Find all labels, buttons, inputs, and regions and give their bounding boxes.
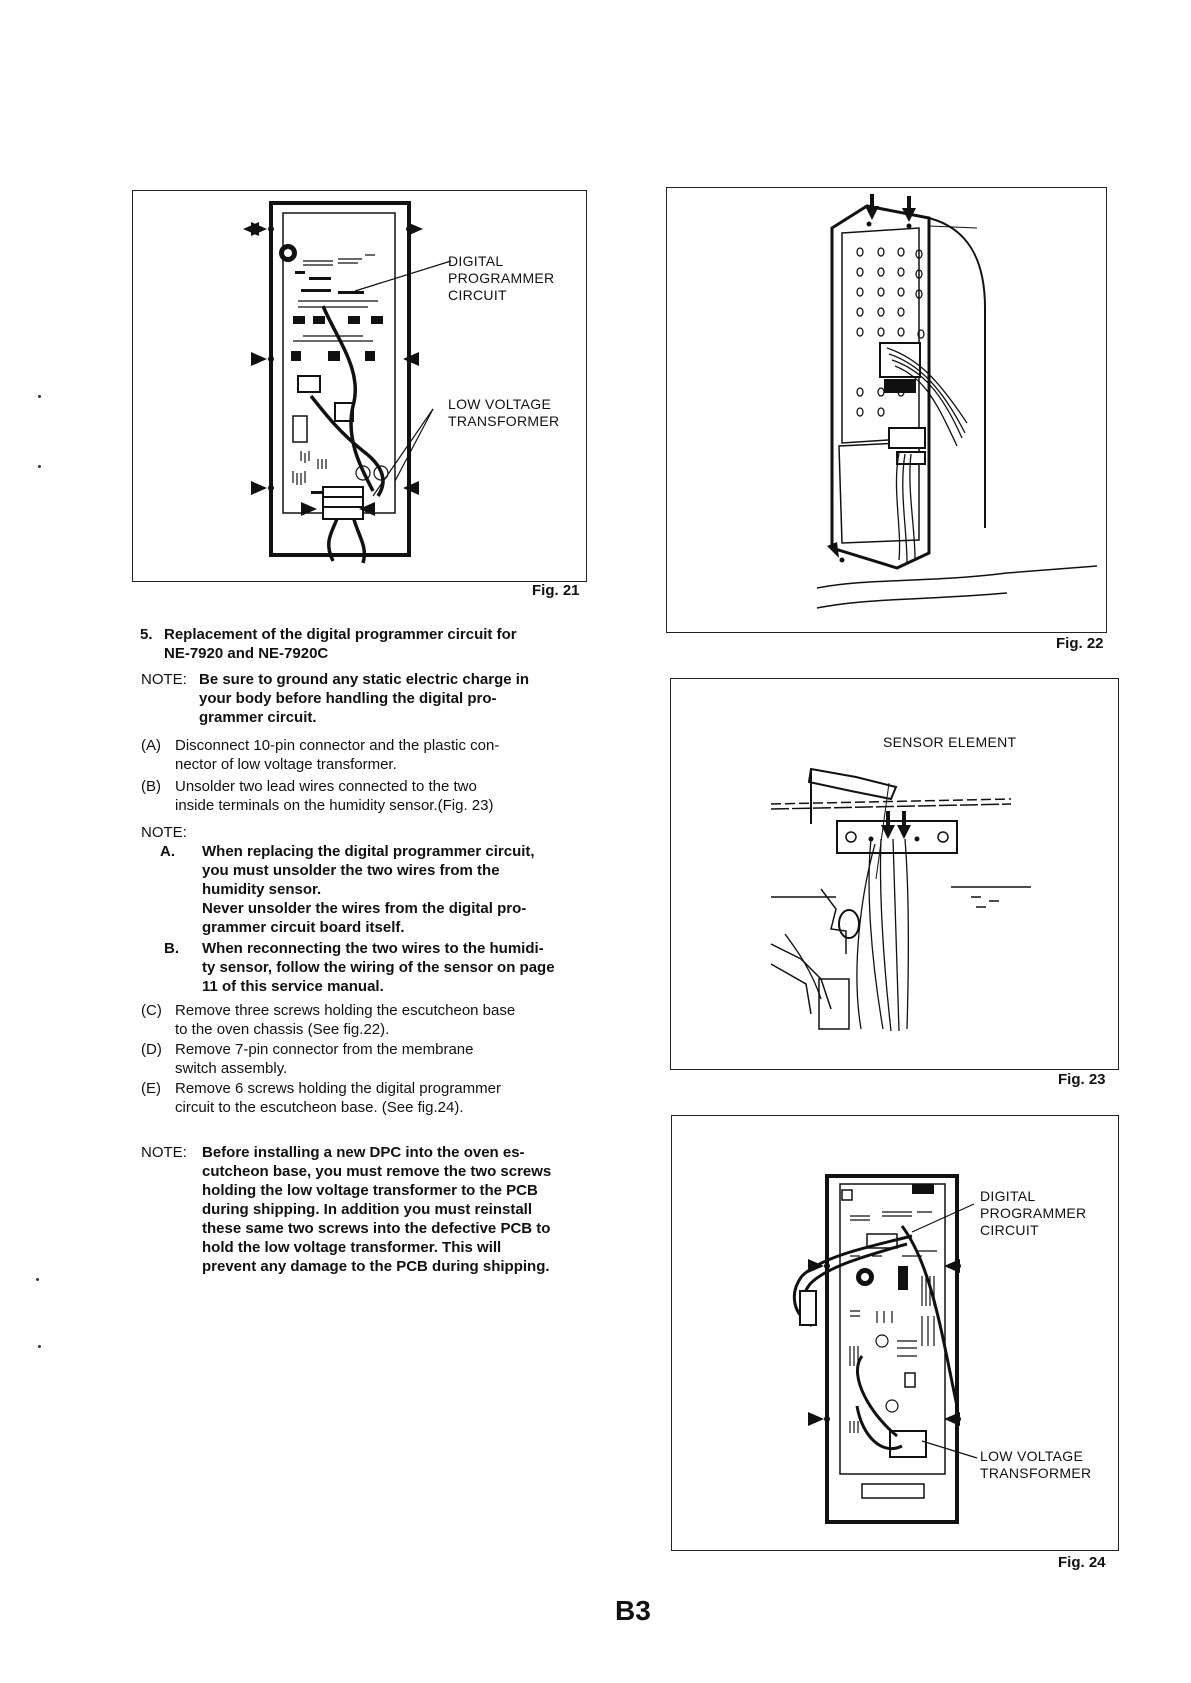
note-static: NOTE: Be sure to ground any static electric charge in your body before handling the digital pro- grammer circuit. [141, 671, 530, 726]
scan-speck [36, 1278, 39, 1281]
figure-23 [670, 678, 1119, 1070]
note-shipping-label: NOTE: [141, 1144, 187, 1161]
fig23-label-sensor: SENSOR ELEMENT [883, 734, 1017, 750]
scan-speck [38, 395, 41, 398]
fig24-caption: Fig. 24 [1058, 1554, 1106, 1571]
section-number: 5. [140, 626, 153, 643]
scan-speck [38, 1345, 41, 1348]
fig21-label-transformer: LOW VOLTAGE TRANSFORMER [448, 396, 560, 429]
fig23-caption: Fig. 23 [1058, 1071, 1106, 1088]
fig21-pcb-illustration [133, 191, 586, 581]
fig22-caption: Fig. 22 [1056, 635, 1104, 652]
section-heading [140, 625, 595, 663]
step-d: (D) Remove 7-pin connector from the membrane switch assembly. [141, 1041, 474, 1077]
figure-24 [671, 1115, 1119, 1551]
fig22-escutcheon-illustration [667, 188, 1106, 632]
note-humidity-label: NOTE: [141, 824, 187, 841]
figure-22 [666, 187, 1107, 633]
step-a: (A) Disconnect 10-pin connector and the plastic con- nector of low voltage transformer. [141, 737, 500, 773]
note-static-label: NOTE: [141, 671, 187, 688]
note-humidity-item-b: B. When reconnecting the two wires to the humidi- ty sensor, follow the wiring of the sensor on page 11 of this service manual. [164, 940, 555, 995]
section-title-line2: NE-7920 and NE-7920C [164, 645, 329, 662]
page-number: B3 [615, 1595, 651, 1626]
fig24-pcb-illustration [672, 1116, 1118, 1550]
note-humidity-item-a: A. When replacing the digital programmer circuit, you must unsolder the two wires from the humidity sensor. Never unsolder the wires from the digital pro- grammer circuit board itself. [160, 843, 535, 936]
step-c: (C) Remove three screws holding the escutcheon base to the oven chassis (See fig.22). [141, 1002, 516, 1038]
scan-speck [38, 465, 41, 468]
fig24-label-transformer: LOW VOLTAGE TRANSFORMER [980, 1448, 1092, 1481]
step-b: (B) Unsolder two lead wires connected to the two inside terminals on the humidity sensor.(Fig. 23) [141, 778, 494, 814]
figure-21 [132, 190, 587, 582]
fig21-label-programmer: DIGITAL PROGRAMMER CIRCUIT [448, 253, 555, 303]
fig24-label-programmer: DIGITAL PROGRAMMER CIRCUIT [980, 1188, 1087, 1238]
section-title-line1: Replacement of the digital programmer circuit for [164, 626, 517, 643]
step-e: (E) Remove 6 screws holding the digital programmer circuit to the escutcheon base. (See fig.24). [141, 1080, 501, 1116]
fig21-caption: Fig. 21 [532, 582, 580, 599]
note-shipping: NOTE: Before installing a new DPC into the oven es- cutcheon base, you must remove the two screws holding the low voltage transformer to the PCB during shipping. In addition you must reinstall these same two screws into the defective PCB to hold the low voltage transformer. This will prevent any damage to the PCB during shipping. [141, 1144, 552, 1275]
